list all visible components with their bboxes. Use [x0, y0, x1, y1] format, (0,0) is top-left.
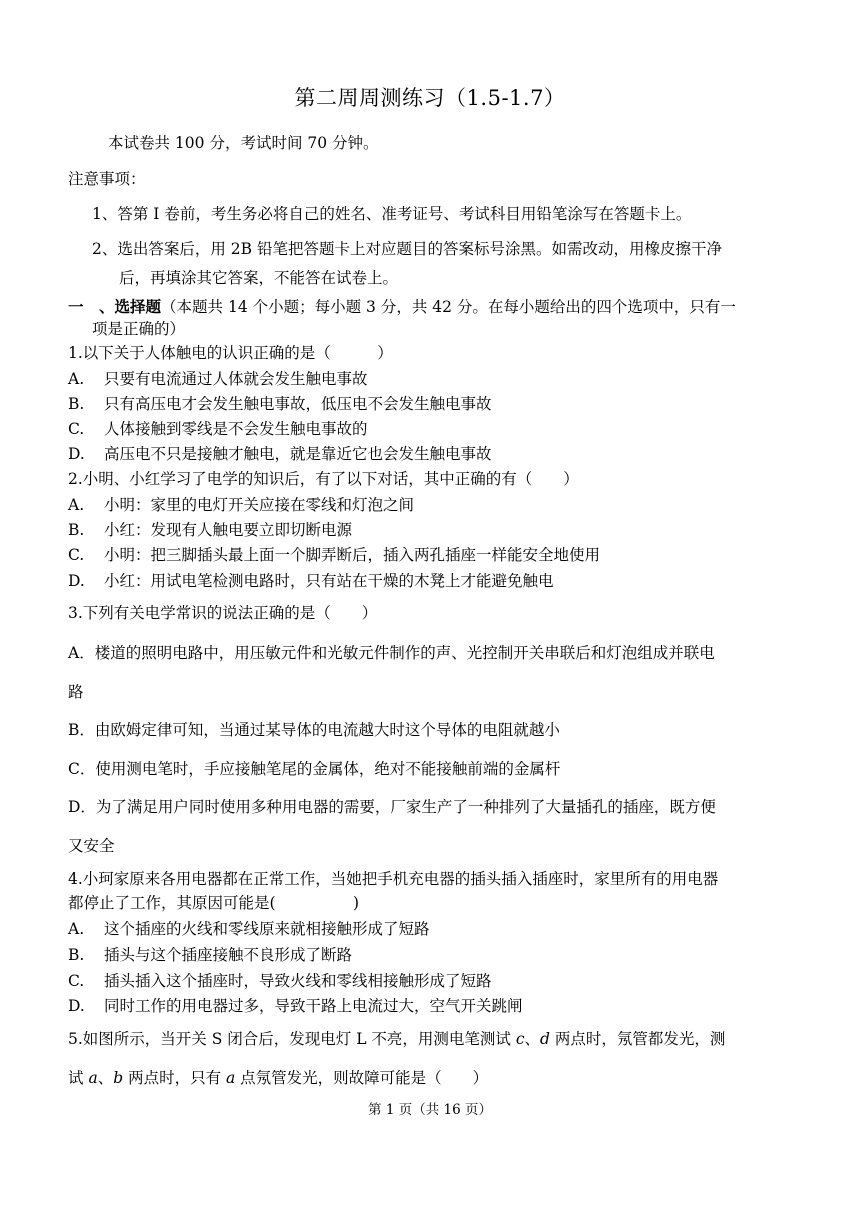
option-text: 这个插座的火线和零线原来就相接触形成了短路 — [104, 920, 430, 938]
stem-separator: 、 — [97, 1069, 114, 1087]
option-letter: D. — [68, 997, 85, 1015]
question-4-stem: 4.小珂家原来各用电器都在正常工作，当她把手机充电器的插头插入插座时，家里所有的用电器 — [68, 870, 719, 888]
question-2-option-c — [68, 544, 600, 566]
option-text: 插头与这个插座接触不良形成了断路 — [104, 946, 353, 964]
option-text: 小红：发现有人触电要立即切断电源 — [104, 521, 353, 539]
option-letter: C. — [68, 972, 85, 990]
question-3-option-d: D．为了满足用户同时使用多种用电器的需要，厂家生产了一种排列了大量插孔的插座，既方便 — [68, 798, 716, 816]
option-letter: A. — [68, 496, 85, 514]
section-name: 选择题 — [114, 297, 162, 316]
question-4-option-b — [68, 944, 352, 966]
question-3-option-a: A．楼道的照明电路中，用压敏元件和光敏元件制作的声、光控制开关串联后和灯泡组成并联电 — [68, 644, 715, 662]
question-2-option-a — [68, 494, 414, 516]
stem-text: 5.如图所示，当开关 S 闭合后，发现电灯 L 不亮，用测电笔测试 — [68, 1030, 516, 1048]
question-1-option-c — [68, 418, 368, 440]
section-description: （本题共 14 个小题；每小题 3 分，共 42 分。在每小题给出的四个选项中，只有一 — [161, 298, 736, 316]
point-c: c — [515, 1030, 525, 1048]
notice-label: 注意事项： — [68, 170, 146, 188]
question-5-stem — [68, 1028, 725, 1050]
question-4-option-a — [68, 918, 430, 940]
question-2-option-d — [68, 570, 554, 592]
option-letter: C. — [68, 546, 85, 564]
page-footer: 第 1 页（共 16 页） — [368, 1102, 492, 1118]
option-letter: C. — [68, 420, 85, 438]
point-a: a — [226, 1069, 236, 1087]
page-title: 第二周周测练习（1.5-1.7） — [294, 86, 566, 110]
option-letter: B. — [68, 521, 85, 539]
option-letter: B. — [68, 395, 85, 413]
notice-item-1: 1、答第 I 卷前，考生务必将自己的姓名、准考证号、考试科目用铅笔涂写在答题卡上。 — [92, 205, 692, 223]
option-letter: A. — [68, 370, 85, 388]
question-1-option-a — [68, 368, 368, 390]
question-4-stem-cont: 都停止了工作，其原因可能是( ) — [68, 894, 360, 912]
stem-text: 两点时，只有 — [123, 1069, 226, 1087]
intro-text: 本试卷共 100 分，考试时间 70 分钟。 — [108, 134, 379, 152]
notice-item-2-cont: 后，再填涂其它答案，不能答在试卷上。 — [119, 269, 399, 287]
option-text: 只有高压电才会发生触电事故，低压电不会发生触电事故 — [104, 395, 492, 413]
stem-text: 点氖管发光，则故障可能是（ ） — [235, 1069, 489, 1087]
question-3-option-b: B．由欧姆定律可知，当通过某导体的电流越大时这个导体的电阻就越小 — [68, 721, 560, 739]
section-description-cont: 项是正确的） — [92, 320, 186, 338]
option-text: 只要有电流通过人体就会发生触电事故 — [104, 370, 368, 388]
section-heading — [68, 296, 736, 318]
question-3-stem: 3.下列有关电学常识的说法正确的是（ ） — [68, 604, 378, 622]
option-text: 插头插入这个插座时，导致火线和零线相接触形成了短路 — [104, 972, 492, 990]
option-text: 人体接触到零线是不会发生触电事故的 — [104, 420, 368, 438]
point-b: b — [113, 1069, 124, 1087]
question-4-option-c — [68, 970, 492, 992]
question-2-stem: 2.小明、小红学习了电学的知识后，有了以下对话，其中正确的有（ ） — [68, 470, 579, 488]
option-letter: D. — [68, 445, 85, 463]
notice-item-2: 2、选出答案后，用 2B 铅笔把答题卡上对应题目的答案标号涂黑。如需改动，用橡皮擦干净 — [92, 240, 722, 258]
option-letter: A. — [68, 920, 85, 938]
question-1-option-b — [68, 393, 492, 415]
section-number: 一 、 — [68, 297, 115, 316]
question-1-option-d — [68, 443, 492, 465]
question-3-option-a-cont: 路 — [68, 683, 84, 701]
option-text: 小明：把三脚插头最上面一个脚弄断后，插入两孔插座一样能安全地使用 — [104, 546, 601, 564]
option-letter: B. — [68, 946, 85, 964]
question-1-stem: 1.以下关于人体触电的认识正确的是（ ） — [68, 344, 393, 362]
option-text: 高压电不只是接触才触电，就是靠近它也会发生触电事故 — [104, 445, 492, 463]
question-4-option-d — [68, 995, 523, 1017]
question-3-option-d-cont: 又安全 — [68, 837, 115, 855]
question-3-option-c: C．使用测电笔时，手应接触笔尾的金属体，绝对不能接触前端的金属杆 — [68, 760, 561, 778]
option-letter: D. — [68, 572, 85, 590]
question-5-stem-cont — [68, 1067, 488, 1089]
option-text: 小红：用试电笔检测电路时，只有站在干燥的木凳上才能避免触电 — [104, 572, 554, 590]
stem-text: 试 — [68, 1069, 89, 1087]
option-text: 同时工作的用电器过多，导致干路上电流过大，空气开关跳闸 — [104, 997, 523, 1015]
stem-text: 两点时，氖管都发光，测 — [549, 1030, 726, 1048]
option-text: 小明：家里的电灯开关应接在零线和灯泡之间 — [104, 496, 415, 514]
stem-separator: 、 — [524, 1030, 541, 1048]
point-d: d — [540, 1030, 550, 1048]
point-a: a — [88, 1069, 98, 1087]
question-2-option-b — [68, 519, 352, 541]
